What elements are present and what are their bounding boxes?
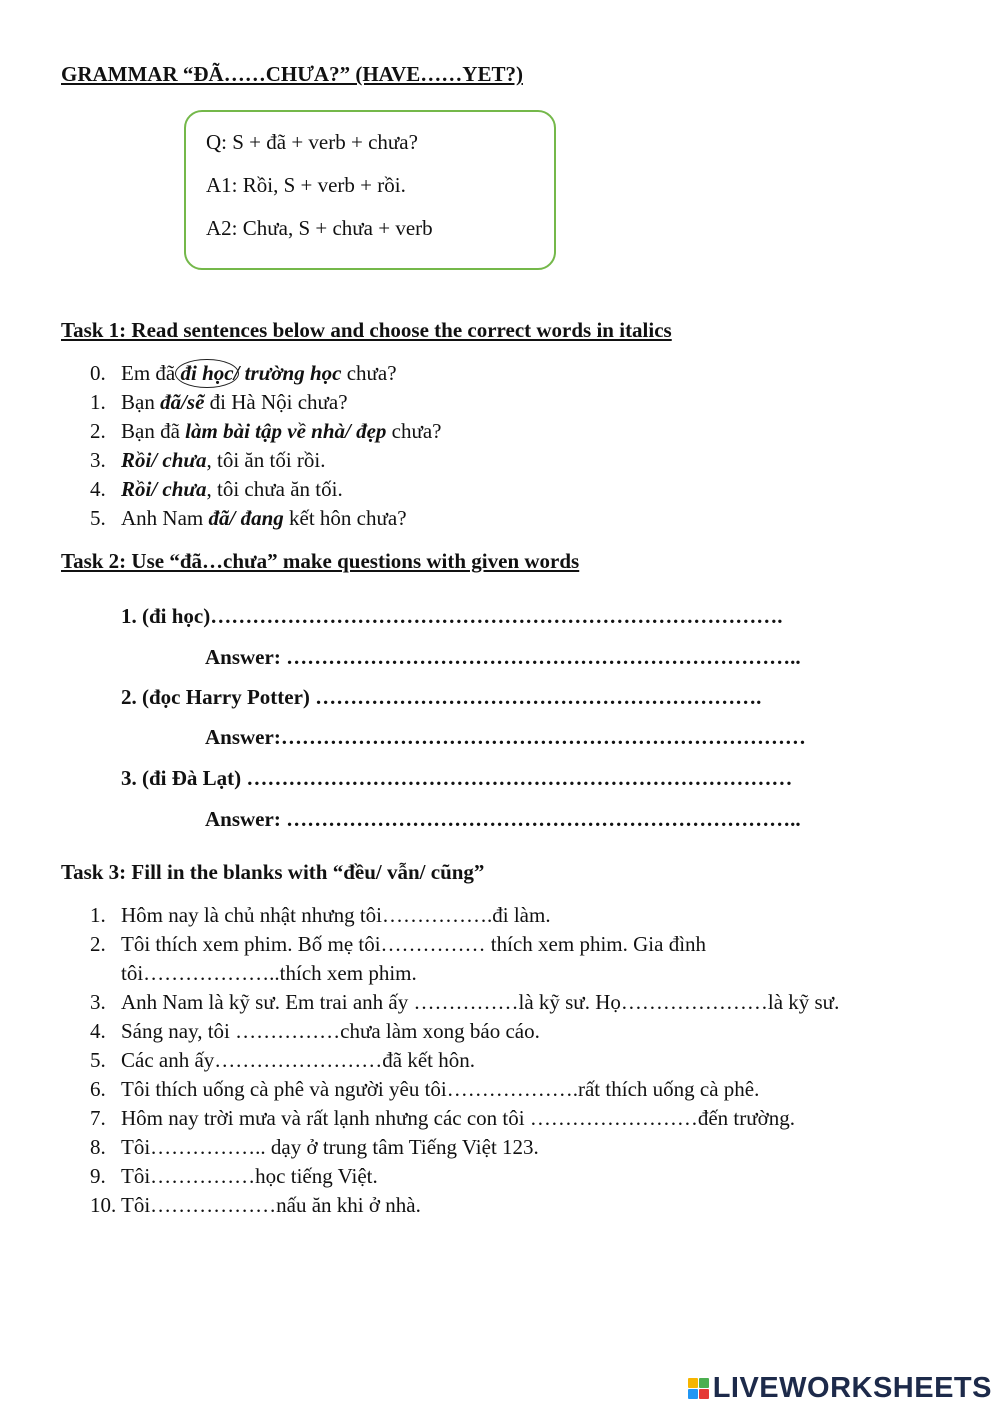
fill-blank-sentence[interactable]: Tôi…………….. dạy ở trung tâm Tiếng Việt 123.	[121, 1135, 539, 1159]
grammar-question-pattern: Q: S + đã + verb + chưa?	[206, 130, 418, 154]
fill-blank-sentence[interactable]: Hôm nay là chủ nhật nhưng tôi…………….đi làm.	[121, 903, 551, 927]
task2-question[interactable]: 3. (đi Đà Lạt) ……………………………………………………………………	[121, 766, 793, 790]
fill-blank-sentence[interactable]: Anh Nam là kỹ sư. Em trai anh ấy ……………là kỹ sư. Họ…………………là kỹ sư.	[121, 990, 840, 1014]
task3-item[interactable]	[0, 990, 1000, 1016]
item-number: 9.	[90, 1164, 106, 1188]
liveworksheets-logo-icon	[688, 1378, 709, 1399]
choice-option[interactable]: / trường học	[233, 361, 342, 385]
fill-blank-sentence[interactable]: tôi………………..thích xem phim.	[121, 961, 417, 985]
item-number: 5.	[90, 506, 106, 530]
task3-item[interactable]	[0, 1077, 1000, 1103]
selected-answer-circle[interactable]: đi học	[180, 361, 234, 385]
task1-heading: Task 1: Read sentences below and choose the correct words in italics	[61, 318, 672, 342]
item-number: 2.	[90, 419, 106, 443]
grammar-box	[184, 110, 556, 270]
item-number: 4.	[90, 477, 106, 501]
fill-blank-sentence[interactable]: Tôi……………học tiếng Việt.	[121, 1164, 378, 1188]
task1-item: 1. Bạn đã/sẽ đi Hà Nội chưa?	[90, 390, 348, 414]
task2-answer[interactable]: Answer: ………………………………………………………………..	[205, 807, 801, 831]
task1-item: 2. Bạn đã làm bài tập về nhà/ đẹp chưa?	[90, 419, 442, 443]
task3-heading: Task 3: Fill in the blanks with “đều/ vẫn/ cũng”	[61, 860, 485, 884]
brand-name: LIVEWORKSHEETS	[712, 1372, 992, 1404]
fill-blank-sentence[interactable]: Hôm nay trời mưa và rất lạnh nhưng các con tôi ……………………đến trường.	[121, 1106, 795, 1130]
item-number: 1.	[90, 903, 106, 927]
grammar-answer-no-pattern: A2: Chưa, S + chưa + verb	[206, 216, 433, 240]
item-number: 4.	[90, 1019, 106, 1043]
item-number: 2.	[90, 932, 106, 956]
task2-question[interactable]: 1. (đi học)……………………………………………………………………….	[121, 604, 783, 628]
task3-item[interactable]	[0, 903, 1000, 929]
item-number: 3.	[90, 990, 106, 1014]
choice-option[interactable]: đã/ đang	[208, 506, 284, 530]
fill-blank-sentence[interactable]: Tôi thích uống cà phê và người yêu tôi……………….rất thích uống cà phê.	[121, 1077, 760, 1101]
task1-item: 4. Rồi/ chưa, tôi chưa ăn tối.	[90, 477, 343, 501]
task2-answer[interactable]: Answer:…………………………………………………………………	[205, 725, 806, 749]
fill-blank-sentence[interactable]: Tôi thích xem phim. Bố mẹ tôi…………… thích xem phim. Gia đình	[121, 932, 707, 956]
task3-item[interactable]	[0, 1019, 1000, 1045]
item-number: 0.	[90, 361, 106, 385]
task3-item[interactable]	[0, 1193, 1000, 1219]
choice-option[interactable]: Rồi/ chưa	[121, 477, 207, 501]
task1-item: 5. Anh Nam đã/ đang kết hôn chưa?	[90, 506, 407, 530]
grammar-answer-yes-pattern: A1: Rồi, S + verb + rồi.	[206, 173, 406, 197]
item-number: 3.	[90, 448, 106, 472]
fill-blank-sentence[interactable]: Các anh ấy……………………đã kết hôn.	[121, 1048, 476, 1072]
task2-question[interactable]: 2. (đọc Harry Potter) ……………………………………………………….	[121, 685, 762, 709]
fill-blank-sentence[interactable]: Tôi………………nấu ăn khi ở nhà.	[121, 1193, 421, 1217]
task3-item[interactable]	[0, 1135, 1000, 1161]
page-title: GRAMMAR “ĐÃ……CHƯA?” (HAVE……YET?)	[61, 62, 523, 86]
item-number: 1.	[90, 390, 106, 414]
fill-blank-sentence[interactable]: Sáng nay, tôi ……………chưa làm xong báo cáo.	[121, 1019, 540, 1043]
item-number: 6.	[90, 1077, 106, 1101]
task3-item[interactable]	[0, 1048, 1000, 1074]
task1-item: 3. Rồi/ chưa, tôi ăn tối rồi.	[90, 448, 326, 472]
task3-item[interactable]	[0, 1164, 1000, 1190]
task2-heading: Task 2: Use “đã…chưa” make questions with given words	[61, 549, 580, 573]
task2-answer[interactable]: Answer: ………………………………………………………………..	[205, 645, 801, 669]
choice-option[interactable]: đã/sẽ	[160, 390, 205, 414]
task1-item: 0. Em đã đi học/ trường học chưa?	[90, 361, 397, 385]
task3-item-continuation[interactable]	[0, 961, 1000, 987]
brand-watermark	[688, 1372, 992, 1405]
task3-item[interactable]	[0, 932, 1000, 958]
choice-option[interactable]: làm bài tập về nhà/ đẹp	[185, 419, 387, 443]
task3-item[interactable]	[0, 1106, 1000, 1132]
item-number: 5.	[90, 1048, 106, 1072]
choice-option[interactable]: Rồi/ chưa	[121, 448, 207, 472]
item-number: 10.	[90, 1193, 117, 1217]
item-number: 7.	[90, 1106, 106, 1130]
item-number: 8.	[90, 1135, 106, 1159]
